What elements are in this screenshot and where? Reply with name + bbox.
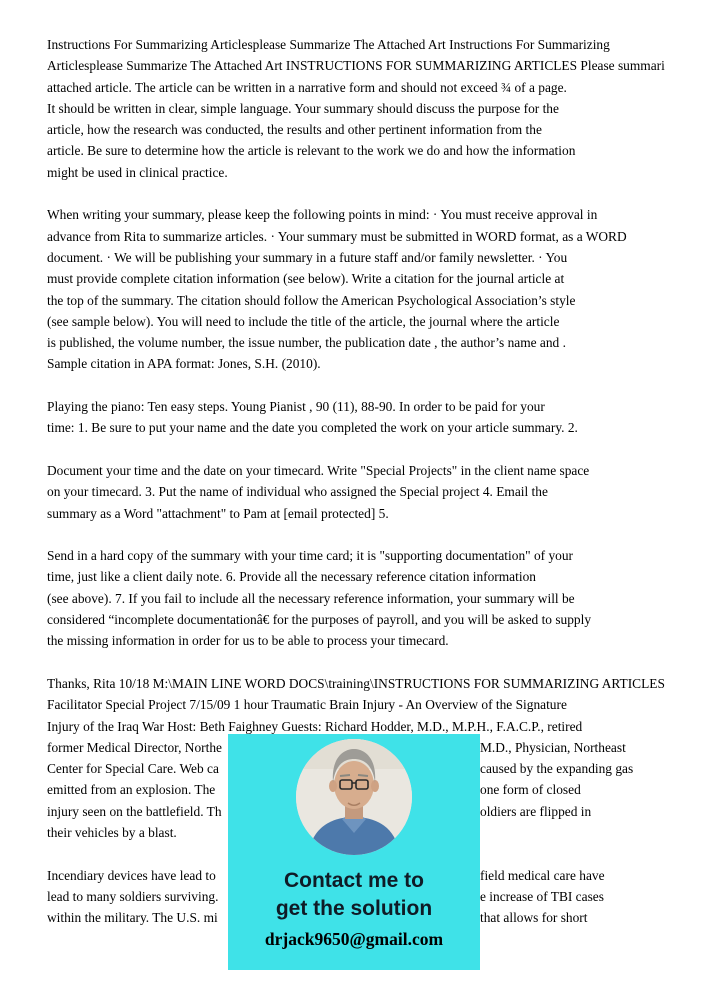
document-line: time: 1. Be sure to put your name and the date you completed the work on your article summary. 2. bbox=[47, 420, 578, 436]
line-fragment-left: lead to many soldiers surviving. bbox=[47, 888, 219, 904]
line-fragment-right: that allows for short bbox=[480, 910, 588, 926]
document-line: the missing information in order for us to be able to process your timecard. bbox=[47, 633, 449, 649]
document-line: (see sample below). You will need to include the title of the article, the journal where the article bbox=[47, 313, 560, 329]
document-line: document. · We will be publishing your summary in a future staff and/or family newsletter. · You bbox=[47, 249, 568, 265]
document-line: the top of the summary. The citation should follow the American Psychological Association’s style bbox=[47, 292, 576, 308]
document-line: Articlesplease Summarize The Attached Art INSTRUCTIONS FOR SUMMARIZING ARTICLES Please summari bbox=[47, 58, 665, 74]
document-line: article. Be sure to determine how the article is relevant to the work we do and how the information bbox=[47, 143, 576, 159]
document-line: Facilitator Special Project 7/15/09 1 hour Traumatic Brain Injury - An Overview of the Signature bbox=[47, 697, 567, 713]
paragraph bbox=[47, 460, 708, 524]
line-fragment-left: Incendiary devices have lead to bbox=[47, 867, 220, 883]
line-fragment-right: oldiers are flipped in bbox=[480, 803, 592, 819]
paragraph bbox=[47, 396, 708, 439]
document-line: is published, the volume number, the issue number, the publication date , the author’s name and . bbox=[47, 335, 566, 351]
line-fragment-right: e increase of TBI cases bbox=[480, 888, 604, 904]
document-line: (see above). 7. If you fail to include all the necessary reference information, your summary will be bbox=[47, 590, 575, 606]
document-line: article, how the research was conducted, the results and other pertinent information from the bbox=[47, 122, 542, 138]
document-line: time, just like a client daily note. 6. Provide all the necessary reference citation information bbox=[47, 569, 536, 585]
contact-message-line2: get the solution bbox=[275, 897, 433, 920]
line-fragment-left: within the military. The U.S. mi bbox=[47, 910, 218, 926]
document-line: When writing your summary, please keep the following points in mind: · You must receive approval in bbox=[47, 207, 598, 223]
contact-message-line1: Contact me to bbox=[283, 869, 424, 892]
document-line: Document your time and the date on your timecard. Write "Special Projects" in the client name space bbox=[47, 462, 590, 478]
document-line: Send in a hard copy of the summary with your time card; it is "supporting documentation" of your bbox=[47, 548, 574, 564]
contact-email: drjack9650@gmail.com bbox=[264, 929, 444, 949]
document-line: summary as a Word "attachment" to Pam at [email protected] 5. bbox=[47, 505, 389, 521]
avatar-photo bbox=[296, 739, 412, 855]
document-line: Thanks, Rita 10/18 M:\MAIN LINE WORD DOCS\training\INSTRUCTIONS FOR SUMMARIZING ARTICLES bbox=[47, 675, 665, 691]
person-portrait-icon bbox=[296, 739, 412, 855]
document-line: Instructions For Summarizing Articlesplease Summarize The Attached Art Instructions For Summarizing bbox=[47, 37, 610, 52]
contact-overlay bbox=[228, 734, 480, 970]
document-line: Injury of the Iraq War Host: Beth Faighney Guests: Richard Hodder, M.D., M.P.H., F.A.C.P., retired bbox=[47, 718, 583, 734]
document-line: attached article. The article can be written in a narrative form and should not exceed ¾ of a page. bbox=[47, 79, 567, 95]
line-fragment-left: Center for Special Care. Web ca bbox=[47, 761, 219, 777]
line-fragment-left: emitted from an explosion. The bbox=[47, 782, 219, 798]
line-fragment-left: former Medical Director, Northe bbox=[47, 739, 222, 755]
paragraph bbox=[47, 204, 708, 374]
paragraph bbox=[47, 34, 708, 183]
document-line: their vehicles by a blast. bbox=[47, 824, 177, 840]
document-line: considered “incomplete documentationâ€ for the purposes of payroll, and you will be asked to supply bbox=[47, 612, 592, 628]
document-line: might be used in clinical practice. bbox=[47, 164, 228, 180]
line-fragment-right: M.D., Physician, Northeast bbox=[480, 739, 626, 755]
line-fragment-right: caused by the expanding gas bbox=[480, 761, 634, 777]
document-line: Sample citation in APA format: Jones, S.H. (2010). bbox=[47, 356, 321, 372]
document-line: Playing the piano: Ten easy steps. Young Pianist , 90 (11), 88-90. In order to be paid for your bbox=[47, 399, 545, 415]
document-line: must provide complete citation information (see below). Write a citation for the journal article at bbox=[47, 271, 565, 287]
document-line: It should be written in clear, simple language. Your summary should discuss the purpose for the bbox=[47, 100, 559, 116]
document-line: advance from Rita to summarize articles. · Your summary must be submitted in WORD format, as a WORD bbox=[47, 228, 627, 244]
line-fragment-left: injury seen on the battlefield. Th bbox=[47, 803, 222, 819]
paragraph bbox=[47, 545, 708, 651]
line-fragment-right: field medical care have bbox=[480, 867, 605, 883]
line-fragment-right: one form of closed bbox=[480, 782, 581, 798]
document-line: on your timecard. 3. Put the name of individual who assigned the Special project 4. Email the bbox=[47, 484, 548, 500]
